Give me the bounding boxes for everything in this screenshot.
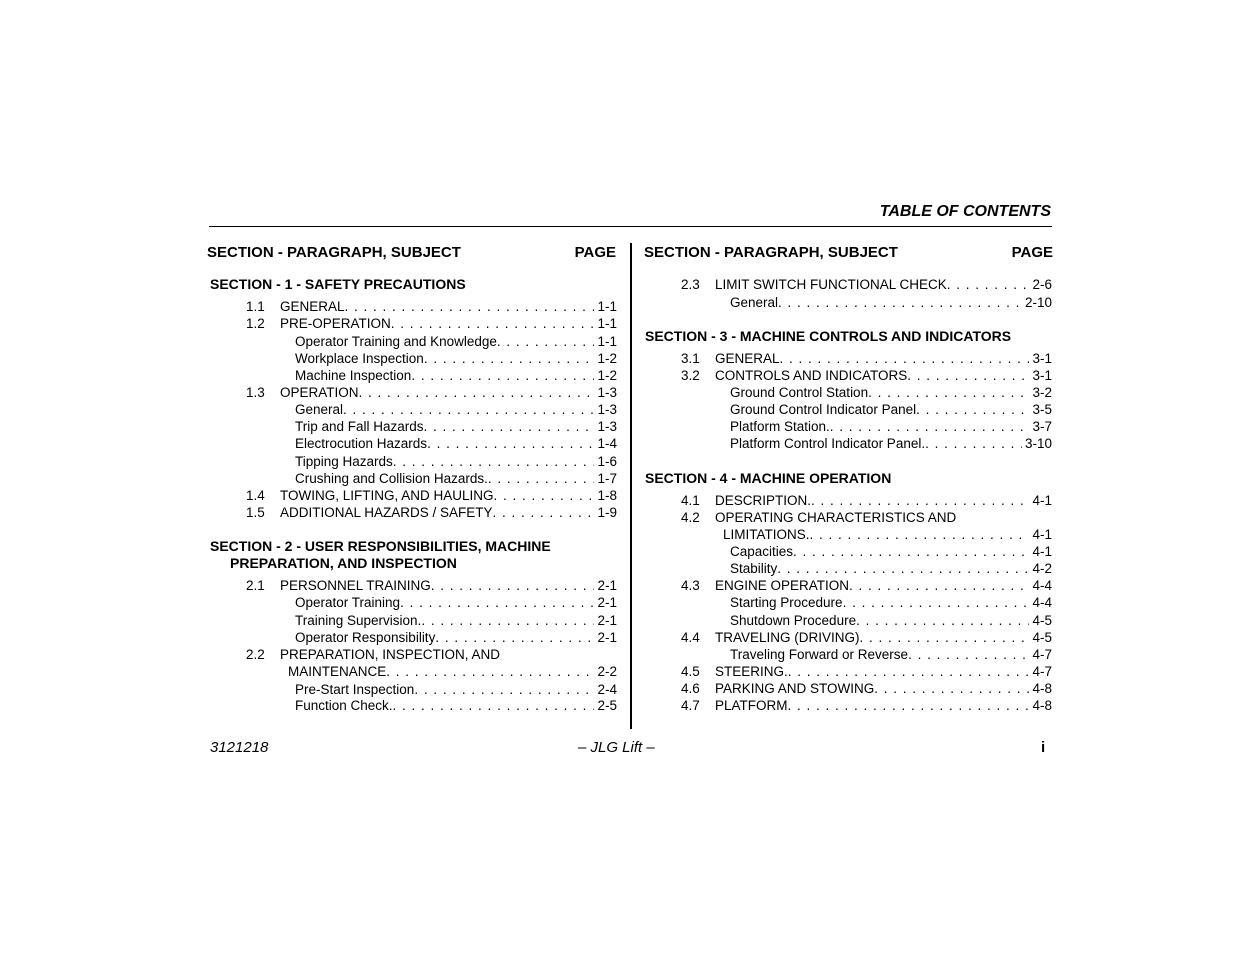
entry-page: 1-3	[597, 402, 617, 417]
dot-leader	[359, 384, 595, 401]
entry-page: 3-5	[1032, 402, 1052, 417]
dot-leader	[860, 629, 1030, 646]
entry-label: Platform Station.	[730, 419, 830, 434]
entry-label: OPERATION	[280, 385, 359, 400]
entry-label: GENERAL	[280, 299, 345, 314]
entry-label: General	[730, 295, 779, 310]
left-column-heading	[207, 244, 616, 261]
entry-page: 4-2	[1032, 561, 1052, 576]
right-column-heading	[644, 244, 1053, 261]
dot-leader	[427, 435, 594, 452]
entry-page: 1-3	[597, 385, 617, 400]
dot-leader	[907, 367, 1029, 384]
dot-leader	[393, 697, 595, 714]
entry-label: Traveling Forward or Reverse	[730, 647, 909, 662]
entry-page: 4-7	[1032, 664, 1052, 679]
column-divider	[630, 243, 632, 729]
entry-label: PLATFORM	[715, 698, 788, 713]
toc-entry[interactable]	[280, 577, 617, 594]
entry-label: Ground Control Indicator Panel	[730, 402, 917, 417]
entry-label: Function Check.	[295, 698, 393, 713]
toc-entry[interactable]	[715, 492, 1052, 509]
dot-leader	[424, 418, 595, 435]
entry-page: 2-1	[597, 578, 617, 593]
entry-label: Trip and Fall Hazards	[295, 419, 424, 434]
section-heading: SECTION - 3 - MACHINE CONTROLS AND INDICATORS	[645, 328, 1012, 344]
entry-page: 2-1	[597, 613, 617, 628]
dot-leader	[830, 418, 1030, 435]
dot-leader	[345, 298, 595, 315]
entry-label: Operator Responsibility	[295, 630, 436, 645]
entry-page: 3-1	[1032, 368, 1052, 383]
entry-page: 4-5	[1032, 613, 1052, 628]
entry-label: Operator Training	[295, 595, 401, 610]
dot-leader	[494, 487, 595, 504]
entry-number: 3.2	[681, 368, 700, 383]
entry-number: 1.4	[246, 488, 265, 503]
entry-label: Starting Procedure	[730, 595, 843, 610]
entry-number: 1.2	[246, 316, 265, 331]
entry-page: 4-1	[1032, 527, 1052, 542]
entry-label: CONTROLS AND INDICATORS	[715, 368, 908, 383]
entry-label: PERSONNEL TRAINING	[280, 578, 431, 593]
dot-leader	[908, 646, 1029, 663]
toc-entry[interactable]	[295, 401, 617, 418]
dot-leader	[343, 401, 594, 418]
entry-label: MAINTENANCE	[288, 664, 387, 679]
dot-leader	[435, 629, 594, 646]
toc-entry[interactable]	[295, 697, 617, 714]
entry-page: 1-2	[597, 351, 617, 366]
toc-entry[interactable]	[295, 350, 617, 367]
dot-leader	[874, 680, 1029, 697]
entry-label-line1: PREPARATION, INSPECTION, AND	[280, 647, 501, 662]
entry-label: Tipping Hazards	[295, 454, 393, 469]
toc-entry[interactable]	[288, 663, 617, 680]
toc-entry[interactable]	[715, 697, 1052, 714]
entry-label: Operator Training and Knowledge	[295, 334, 497, 349]
dot-leader	[925, 435, 1022, 452]
entry-label: Stability	[730, 561, 778, 576]
entry-number: 1.5	[246, 505, 265, 520]
toc-entry[interactable]	[715, 577, 1052, 594]
entry-label: PARKING AND STOWING	[715, 681, 875, 696]
toc-entry[interactable]	[280, 487, 617, 504]
entry-label: ADDITIONAL HAZARDS / SAFETY	[280, 505, 493, 520]
entry-number: 4.3	[681, 578, 700, 593]
toc-entry[interactable]	[730, 294, 1052, 311]
entry-page: 1-7	[597, 471, 617, 486]
entry-page: 1-9	[597, 505, 617, 520]
toc-entry[interactable]	[280, 315, 617, 332]
entry-label: Capacities	[730, 544, 794, 559]
entry-number: 1.1	[246, 299, 265, 314]
entry-label: GENERAL	[715, 351, 780, 366]
entry-label: Ground Control Station	[730, 385, 869, 400]
dot-leader	[400, 594, 594, 611]
dot-leader	[868, 384, 1029, 401]
dot-leader	[488, 470, 595, 487]
entry-page: 1-1	[597, 334, 617, 349]
entry-number: 2.1	[246, 578, 265, 593]
dot-leader	[411, 367, 594, 384]
entry-page: 2-6	[1032, 277, 1052, 292]
entry-number: 1.3	[246, 385, 265, 400]
dot-leader	[811, 492, 1029, 509]
section-heading: SECTION - 2 - USER RESPONSIBILITIES, MACHINE	[210, 538, 551, 554]
section-heading: PREPARATION, AND INSPECTION	[230, 555, 457, 571]
footer-center: – JLG Lift –	[578, 739, 655, 756]
entry-page: 4-7	[1032, 647, 1052, 662]
entry-page: 2-1	[597, 595, 617, 610]
entry-number: 4.5	[681, 664, 700, 679]
toc-entry[interactable]	[730, 612, 1052, 629]
dot-leader	[431, 577, 595, 594]
toc-entry[interactable]	[295, 453, 617, 470]
entry-page: 4-4	[1032, 578, 1052, 593]
dot-leader	[843, 594, 1030, 611]
dot-leader	[788, 697, 1030, 714]
entry-page: 1-8	[597, 488, 617, 503]
entry-page: 2-2	[597, 664, 617, 679]
entry-page: 2-1	[597, 630, 617, 645]
entry-label: LIMIT SWITCH FUNCTIONAL CHECK	[715, 277, 947, 292]
entry-page: 1-3	[597, 419, 617, 434]
toc-entry[interactable]	[715, 629, 1052, 646]
right-heading-label: SECTION - PARAGRAPH, SUBJECT	[644, 244, 898, 261]
entry-number: 2.3	[681, 277, 700, 292]
entry-page: 4-1	[1032, 493, 1052, 508]
toc-entry[interactable]	[295, 629, 617, 646]
dot-leader	[414, 681, 594, 698]
dot-leader	[421, 612, 594, 629]
toc-entry[interactable]	[280, 384, 617, 401]
toc-entry[interactable]	[730, 594, 1052, 611]
entry-page: 4-8	[1032, 698, 1052, 713]
toc-entry[interactable]	[280, 504, 617, 521]
toc-entry[interactable]	[730, 418, 1052, 435]
entry-number: 4.7	[681, 698, 700, 713]
toc-entry[interactable]	[715, 350, 1052, 367]
entry-page: 1-1	[597, 299, 617, 314]
entry-label: Shutdown Procedure	[730, 613, 857, 628]
entry-page: 3-1	[1032, 351, 1052, 366]
dot-leader	[493, 504, 595, 521]
toc-entry[interactable]	[715, 680, 1052, 697]
toc-entry[interactable]	[295, 681, 617, 698]
entry-number: 2.2	[246, 647, 265, 662]
dot-leader	[497, 333, 595, 350]
toc-entry[interactable]	[730, 384, 1052, 401]
dot-leader	[393, 453, 595, 470]
toc-entry[interactable]	[295, 367, 617, 384]
toc-entry[interactable]	[730, 560, 1052, 577]
entry-label: Workplace Inspection	[295, 351, 424, 366]
entry-label: STEERING.	[715, 664, 788, 679]
entry-label: TOWING, LIFTING, AND HAULING	[280, 488, 494, 503]
entry-page: 4-8	[1032, 681, 1052, 696]
entry-label: Platform Control Indicator Panel.	[730, 436, 926, 451]
right-page-label: PAGE	[1011, 244, 1053, 261]
entry-label: Training Supervision.	[295, 613, 422, 628]
toc-entry[interactable]	[295, 435, 617, 452]
entry-page: 1-6	[597, 454, 617, 469]
entry-label: PRE-OPERATION	[280, 316, 391, 331]
entry-page: 1-1	[597, 316, 617, 331]
toc-entry[interactable]	[280, 298, 617, 315]
entry-page: 4-1	[1032, 544, 1052, 559]
dot-leader	[947, 276, 1030, 293]
entry-page: 2-4	[597, 682, 617, 697]
entry-label: DESCRIPTION.	[715, 493, 812, 508]
entry-page: 4-5	[1032, 630, 1052, 645]
dot-leader	[856, 612, 1029, 629]
entry-label: Pre-Start Inspection	[295, 682, 415, 697]
toc-entry[interactable]	[715, 663, 1052, 680]
entry-page: 1-4	[597, 436, 617, 451]
entry-page: 4-4	[1032, 595, 1052, 610]
entry-number: 4.2	[681, 510, 700, 525]
dot-leader	[793, 543, 1029, 560]
entry-page: 2-10	[1024, 295, 1052, 310]
entry-label: TRAVELING (DRIVING)	[715, 630, 860, 645]
entry-label: General	[295, 402, 344, 417]
entry-page: 1-2	[597, 368, 617, 383]
entry-page: 3-10	[1024, 436, 1052, 451]
left-heading-label: SECTION - PARAGRAPH, SUBJECT	[207, 244, 461, 261]
page-title: TABLE OF CONTENTS	[879, 203, 1051, 220]
footer-page-number: i	[1041, 739, 1046, 756]
toc-entry[interactable]	[730, 435, 1052, 452]
entry-label: Machine Inspection	[295, 368, 412, 383]
entry-label: Electrocution Hazards	[295, 436, 428, 451]
toc-entry[interactable]	[295, 612, 617, 629]
section-heading: SECTION - 1 - SAFETY PRECAUTIONS	[210, 276, 466, 292]
entry-page: 3-7	[1032, 419, 1052, 434]
entry-number: 4.1	[681, 493, 700, 508]
entry-label-line1: OPERATING CHARACTERISTICS AND	[715, 510, 957, 525]
toc-entry[interactable]	[295, 333, 617, 350]
entry-label: LIMITATIONS.	[723, 527, 810, 542]
entry-number: 4.6	[681, 681, 700, 696]
entry-number: 3.1	[681, 351, 700, 366]
toc-entry[interactable]	[730, 401, 1052, 418]
toc-entry[interactable]	[723, 526, 1052, 543]
dot-leader	[424, 350, 595, 367]
toc-entry[interactable]	[715, 367, 1052, 384]
dot-leader	[916, 401, 1029, 418]
entry-page: 3-2	[1032, 385, 1052, 400]
toc-entry[interactable]	[730, 543, 1052, 560]
entry-number: 4.4	[681, 630, 700, 645]
toc-entry[interactable]	[730, 646, 1052, 663]
dot-leader	[788, 663, 1030, 680]
dot-leader	[810, 526, 1030, 543]
toc-entry[interactable]	[295, 418, 617, 435]
toc-entry[interactable]	[715, 276, 1052, 293]
dot-leader	[849, 577, 1029, 594]
entry-label: ENGINE OPERATION	[715, 578, 850, 593]
dot-leader	[386, 663, 594, 680]
dot-leader	[777, 560, 1029, 577]
entry-page: 2-5	[597, 698, 617, 713]
toc-entry[interactable]	[295, 470, 617, 487]
entry-label: Crushing and Collision Hazards.	[295, 471, 488, 486]
dot-leader	[391, 315, 595, 332]
section-heading: SECTION - 4 - MACHINE OPERATION	[645, 470, 892, 486]
dot-leader	[778, 294, 1022, 311]
footer-doc-number: 3121218	[210, 739, 269, 756]
header-rule	[209, 226, 1052, 227]
left-page-label: PAGE	[574, 244, 616, 261]
toc-entry[interactable]	[295, 594, 617, 611]
dot-leader	[780, 350, 1030, 367]
